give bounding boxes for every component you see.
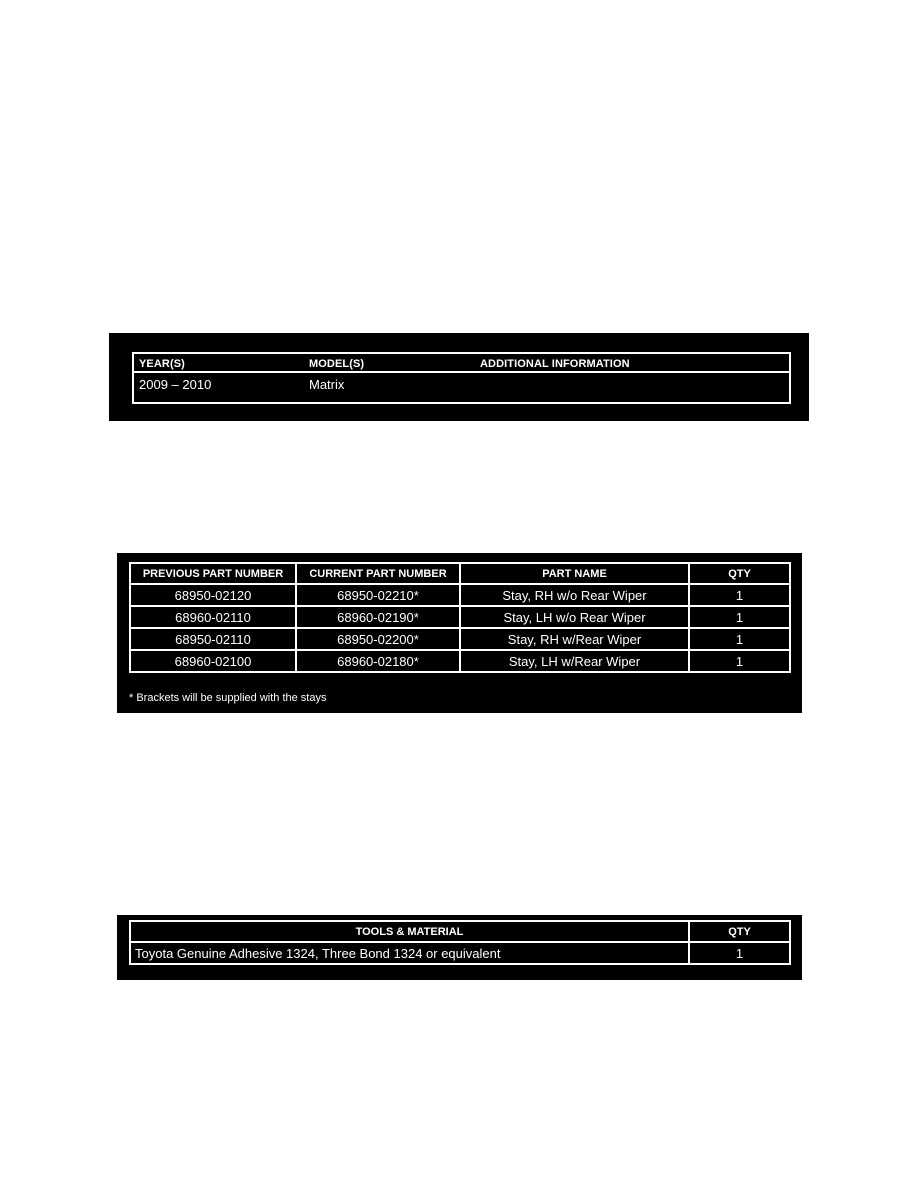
tools-panel <box>117 915 802 980</box>
current-part-number: 68950-02200* <box>296 628 460 650</box>
tool-material-item: Toyota Genuine Adhesive 1324, Three Bond 1324 or equivalent <box>130 942 689 964</box>
table-row <box>130 628 790 650</box>
tool-qty: 1 <box>689 942 790 964</box>
footnote: * Brackets will be supplied with the stays <box>129 692 327 704</box>
models-header: MODEL(S) <box>309 358 365 370</box>
tools-table <box>129 920 791 965</box>
parts-table <box>129 562 791 673</box>
part-name: Stay, LH w/o Rear Wiper <box>460 606 689 628</box>
previous-part-number-header: PREVIOUS PART NUMBER <box>130 563 296 584</box>
qty-header: QTY <box>689 563 790 584</box>
years-value: 2009 – 2010 <box>139 377 212 392</box>
current-part-number-header: CURRENT PART NUMBER <box>296 563 460 584</box>
current-part-number: 68960-02190* <box>296 606 460 628</box>
models-value: Matrix <box>309 377 345 392</box>
table-row <box>130 650 790 672</box>
current-part-number: 68950-02210* <box>296 584 460 606</box>
part-qty: 1 <box>689 650 790 672</box>
part-qty: 1 <box>689 606 790 628</box>
tools-header-row <box>130 921 790 942</box>
header-divider <box>134 371 789 373</box>
previous-part-number: 68950-02120 <box>130 584 296 606</box>
previous-part-number: 68950-02110 <box>130 628 296 650</box>
current-part-number: 68960-02180* <box>296 650 460 672</box>
part-name: Stay, RH w/o Rear Wiper <box>460 584 689 606</box>
tools-material-header: TOOLS & MATERIAL <box>130 921 689 942</box>
parts-header-row <box>130 563 790 584</box>
part-name: Stay, LH w/Rear Wiper <box>460 650 689 672</box>
table-row <box>130 584 790 606</box>
additional-info-header: ADDITIONAL INFORMATION <box>480 358 630 370</box>
part-qty: 1 <box>689 628 790 650</box>
previous-part-number: 68960-02100 <box>130 650 296 672</box>
years-header: YEAR(S) <box>139 358 185 370</box>
applicability-table <box>132 352 791 404</box>
table-row <box>130 606 790 628</box>
part-name-header: PART NAME <box>460 563 689 584</box>
parts-panel <box>117 553 802 713</box>
applicability-panel <box>109 333 809 421</box>
part-name: Stay, RH w/Rear Wiper <box>460 628 689 650</box>
previous-part-number: 68960-02110 <box>130 606 296 628</box>
table-row <box>130 942 790 964</box>
part-qty: 1 <box>689 584 790 606</box>
tools-qty-header: QTY <box>689 921 790 942</box>
